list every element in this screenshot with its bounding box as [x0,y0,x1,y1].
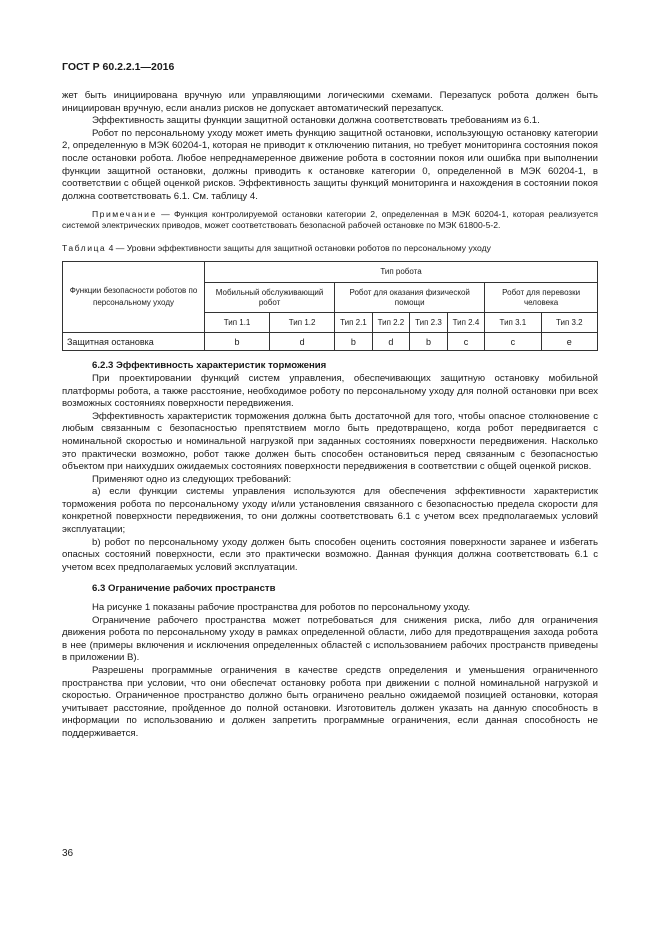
section-heading: 6.3 Ограничение рабочих пространств [92,583,276,595]
table-header-group: Робот для перевозки человека [485,283,598,313]
protection-levels-table [62,261,598,351]
note-label: Примечание [92,209,157,220]
paragraph: Разрешены программные ограничения в качестве средств определения и уменьшения ограниченного пространства при условии, что они обеспечат остановку робота при движении с полной номинальной нагрузкой и скоростью. Ограниченное пространство должно быть ограничено реально ожидаемой позицией остановки, которая учитывает расстояние, пройденное до полной остановки. Изготовитель должен указать на данную способность в информации по использованию и должен запретить программные ограничения, если данная способность не поддерживается. [62,665,598,739]
table-cell: b [335,333,373,351]
note-text: — Функция контролируемой остановки категории 2, определенная в МЭК 60204-1, которая реализуется системой электрических приводов, может соответствовать безопасной рабочей остановке по МЭК 61800-5-2. [62,209,598,231]
table-header-type: Тип 1.1 [205,313,270,333]
paragraph: Применяют одно из следующих требований: [92,473,292,485]
note [62,209,598,231]
table-header-group: Робот для оказания физической помощи [335,283,485,313]
paragraph: На рисунке 1 показаны рабочие пространства для роботов по персональному уходу. [92,602,471,614]
table-header-type: Тип 2.2 [372,313,410,333]
table-header-type: Тип 3.1 [485,313,541,333]
table-header-type: Тип 3.2 [541,313,597,333]
table-row-label: Защитная остановка [63,333,205,351]
table-header-type: Тип 2.4 [447,313,485,333]
paragraph: Эффективность защиты функции защитной остановки должна соответствовать требованиям из 6.1. [92,115,540,127]
paragraph: Робот по персональному уходу может иметь функцию защитной остановки, использующую остановку категории 2, определенную в МЭК 60204-1, которая не приводит к отключению питания, но требует мониторинга состояния покоя после остановки робота. Любое непреднамеренное движение робота в состоянии покоя или ошибка при выполнении функции защитной остановки, должны приводить к остановке категории 0, определенной в МЭК 60204-1, в соответствии с общей оценкой рисков. Эффективность защиты функций мониторинга и нахождения в состоянии покоя должна соответствовать 6.1. См. таблицу 4. [62,127,598,202]
table-header-group: Мобильный обслуживающий робот [205,283,335,313]
table-header-type: Тип 2.3 [410,313,448,333]
page-body [62,90,598,741]
table-row [63,333,598,351]
table-cell: e [541,333,597,351]
paragraph: Ограничение рабочего пространства может потребоваться для снижения риска, либо для ограничения движения робота по персональному уходу в рамках определенной области, либо для предотвращения захода робота в нее (примеры включения и исключения определенных областей с использованием рабочих пространств приведены в приложении В). [62,614,598,664]
table-cell: c [485,333,541,351]
table-cell: d [372,333,410,351]
paragraph: При проектировании функций систем управления, обеспечивающих защитную остановку мобильной платформы робота, а также расстояние, необходимое роботу по персональному уходу для полной остановки при всех возможных состояниях поверхности передвижения. [62,372,598,410]
page-number: 36 [62,848,74,859]
table-cell: d [270,333,335,351]
table-caption-label: Таблица [62,243,107,254]
table-header-robot-type: Тип робота [205,262,598,283]
list-item: b) робот по персональному уходу должен быть способен оценить состояния поверхности заранее и избегать опасных состояний поверхности, если это практически возможно. Данная функция должна соответствовать 6.1 с учетом всех предполагаемых условий эксплуатации. [62,536,598,573]
table-caption-text: 4 — Уровни эффективности защиты для защитной остановки роботов по персональному уходу [106,243,491,254]
table-cell: b [205,333,270,351]
paragraph: жет быть инициирована вручную или управляющими логическими схемами. Перезапуск робота должен быть инициирован вручную, если анализ рисков не допускает автоматический перезапуск. [62,90,598,114]
section-heading: 6.2.3 Эффективность характеристик торможения [92,360,327,372]
table-header-functions: Функции безопасности роботов по персональному уходу [63,262,205,333]
paragraph: Эффективность характеристик торможения должна быть достаточной для того, чтобы опасное столкновение с любым связанным с безопасностью препятствием могло быть предотвращено, когда робот передвигается с номинальной скоростью и номинальной нагрузкой при заданных состояниях поверхности передвижения. Насколько это практически возможно, робот также должен быть способен остановиться перед связанным с безопасностью объектом при наихудших ожидаемых состояниях поверхности передвижения в соответствии с общей оценкой рисков. [62,410,598,473]
table-cell: c [447,333,485,351]
table-header-type: Тип 2.1 [335,313,373,333]
table-cell: b [410,333,448,351]
table-header-type: Тип 1.2 [270,313,335,333]
document-header: ГОСТ Р 60.2.2.1—2016 [62,61,175,73]
list-item: а) если функции системы управления используются для обеспечения эффективности характеристик торможения робота по персональному уходу и/или установления связанного с безопасностью предела скорости для конкретной поверхности передвижения, то они должны соответствовать 6.1 с учетом всех предполагаемых условий эксплуатации; [62,486,598,536]
table-caption [62,243,598,254]
